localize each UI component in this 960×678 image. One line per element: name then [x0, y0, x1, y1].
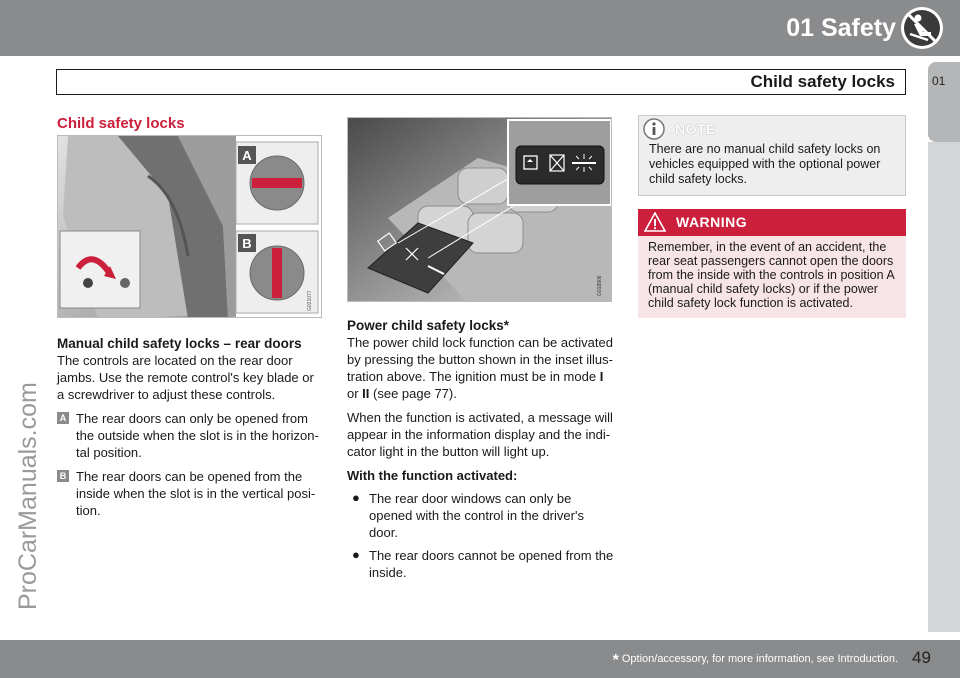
chapter-title: 01 Safety — [786, 14, 896, 42]
child-seat-icon — [898, 4, 946, 52]
list-heading: With the function activated: — [347, 468, 518, 483]
right-column — [638, 115, 906, 318]
list-item — [347, 547, 615, 581]
door-control-panel-illustration — [348, 118, 612, 302]
watermark-text: ProCarManuals.com — [14, 382, 42, 610]
list-item — [57, 410, 324, 461]
warning-text: Remember, in the event of an accident, the rear seat passengers cannot open the doors from the inside with the controls in position A (manual child safety locks) or if the power child safety lock function is activated. — [648, 240, 894, 310]
section-title-bar — [56, 69, 906, 95]
warning-title: WARNING — [676, 214, 748, 230]
intro-text: The power child lock function can be activated by pressing the button shown in the inset illus-tration above. The ignition must be in mode — [347, 335, 613, 384]
power-child-lock-figure — [347, 117, 612, 302]
list-item — [347, 490, 615, 541]
warning-triangle-icon — [644, 212, 666, 232]
label-a: A — [242, 148, 252, 163]
warning-header — [638, 209, 906, 236]
note-box — [638, 115, 906, 196]
ignition-mode-i: I — [599, 369, 604, 384]
bullet-icon: ● — [352, 490, 360, 505]
label-badge-a: A — [57, 412, 69, 424]
watermark — [6, 180, 46, 610]
note-text: There are no manual child safety locks on vehicles equipped with the optional power child safety locks. — [649, 142, 881, 186]
side-strip — [928, 142, 960, 632]
intro-or: or — [347, 386, 363, 401]
middle-column-text — [347, 318, 615, 581]
manual-locks-intro: The controls are located on the rear door jambs. Use the remote control's key blade or a screwdriver to adjust these controls. — [57, 353, 314, 402]
list-item-text: The rear doors cannot be opened from the inside. — [369, 548, 614, 580]
power-locks-heading: Power child safety locks* — [347, 318, 510, 333]
note-header — [639, 116, 905, 142]
figure-code-b: G018906 — [597, 275, 603, 296]
ignition-mode-ii: II — [362, 386, 370, 401]
door-illustration — [58, 136, 322, 318]
intro-page-ref: (see page 77). — [369, 386, 457, 401]
list-item-text: The rear doors can be opened from the inside when the slot is in the vertical posi-tion. — [76, 469, 316, 518]
chapter-tab-label: 01 — [932, 74, 946, 88]
footer-star: * — [612, 652, 619, 669]
chapter-header — [0, 0, 960, 56]
page-footer — [0, 640, 960, 678]
figure-code-a: G021077 — [307, 290, 313, 311]
note-title: NOTE — [675, 121, 716, 137]
bullet-icon: ● — [352, 547, 360, 562]
power-locks-intro — [347, 334, 615, 402]
list-item-text: The rear doors can only be opened from the outside when the slot is in the horizon-tal position. — [76, 411, 319, 460]
footer-note — [613, 652, 898, 670]
warning-box — [638, 209, 906, 318]
section-heading: Child safety locks — [57, 115, 185, 132]
label-badge-b: B — [57, 470, 69, 482]
page-number: 49 — [912, 648, 931, 667]
left-column-text — [57, 336, 324, 519]
list-item — [57, 468, 324, 519]
activation-paragraph: When the function is activated, a message will appear in the information display and the indi-cator light in the button will light up. — [347, 410, 613, 459]
info-icon — [643, 118, 665, 140]
list-item-text: The rear door windows can only be opened with the control in the driver's door. — [369, 491, 584, 540]
manual-child-lock-figure — [57, 135, 322, 318]
section-title: Child safety locks — [750, 72, 895, 91]
footer-note-text: Option/accessory, for more information, see Introduction. — [618, 653, 898, 665]
manual-locks-heading: Manual child safety locks – rear doors — [57, 336, 302, 351]
chapter-tab — [928, 62, 960, 142]
label-b: B — [242, 236, 252, 251]
